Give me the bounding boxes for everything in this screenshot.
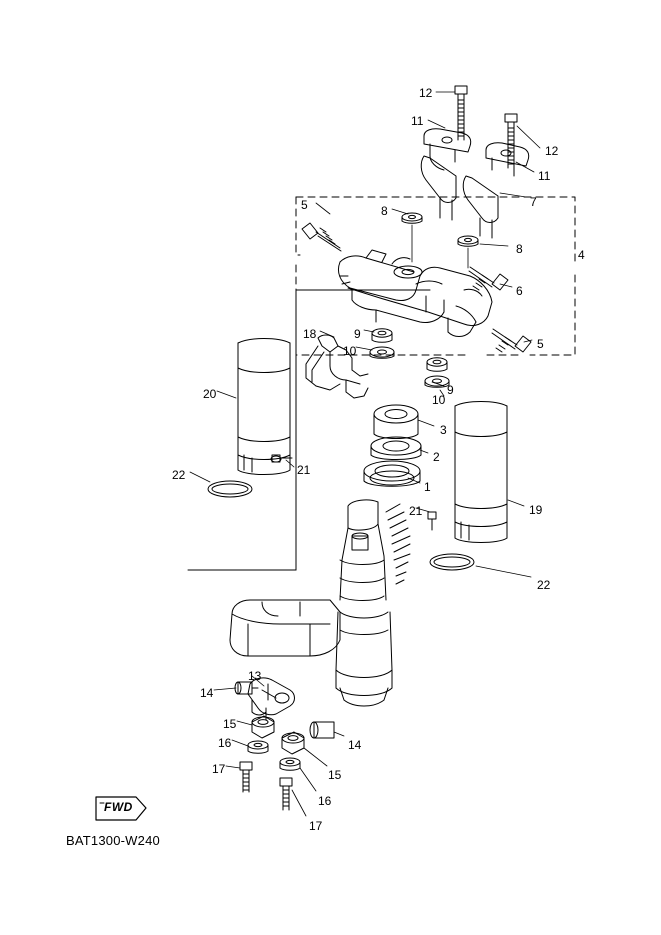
- callout-15: 15: [223, 717, 237, 731]
- callout-18: 18: [303, 327, 317, 341]
- washer-10-right: [425, 376, 449, 387]
- callout-22-right: 22: [537, 578, 551, 592]
- callout-17: 17: [212, 762, 226, 776]
- callout-5-right: 5: [537, 337, 544, 351]
- callout-10-right: 10: [432, 393, 446, 407]
- callout-14: 14: [200, 686, 214, 700]
- nut-9-right: [427, 358, 447, 371]
- steering-lock-13: [248, 678, 295, 720]
- callout-17-right: 17: [309, 819, 323, 833]
- bolt-12-right: [505, 114, 517, 168]
- bush-14-left: [235, 682, 258, 694]
- nut-15-left: [252, 716, 274, 738]
- callout-4: 4: [578, 248, 585, 262]
- washer-8-right: [458, 236, 478, 246]
- callout-7: 7: [530, 195, 537, 209]
- washer-16-left: [248, 741, 268, 753]
- part-code-label: BAT1300-W240: [66, 833, 160, 848]
- nut-9-left: [372, 329, 392, 342]
- callout-1: 1: [424, 480, 431, 494]
- o-ring-22-right: [430, 554, 474, 570]
- callout-9-right: 9: [447, 383, 454, 397]
- callout-15-right: 15: [328, 768, 342, 782]
- washer-16-right: [280, 758, 300, 770]
- nut-15-right: [282, 732, 304, 754]
- bolt-17-left: [240, 762, 252, 792]
- steering-stem-assembly: [336, 500, 410, 706]
- callout-12-right: 12: [545, 144, 559, 158]
- callout-5: 5: [301, 198, 308, 212]
- callout-19: 19: [529, 503, 543, 517]
- bolt-17-right: [280, 778, 292, 810]
- ring-nut-3: [374, 405, 418, 439]
- callout-3: 3: [440, 423, 447, 437]
- ring-2: [371, 437, 421, 460]
- callout-9: 9: [354, 327, 361, 341]
- fork-tube-20: [238, 339, 290, 475]
- callout-6: 6: [516, 284, 523, 298]
- washer-10-left: [370, 347, 394, 358]
- cable-guide-18: [306, 335, 368, 398]
- bush-14-right: [310, 722, 334, 738]
- bolt-21-right: [428, 512, 436, 530]
- handlebar-holder-11-right: [486, 143, 529, 176]
- callout-13: 13: [248, 669, 262, 683]
- callout-2: 2: [433, 450, 440, 464]
- o-ring-22-left: [208, 481, 252, 497]
- bearing-race-1: [364, 461, 420, 486]
- callout-21-right: 21: [409, 504, 423, 518]
- under-bracket: [230, 600, 340, 656]
- leader-lines: [190, 92, 543, 816]
- callout-22: 22: [172, 468, 186, 482]
- callout-16-right: 16: [318, 794, 332, 808]
- callout-8: 8: [381, 204, 388, 218]
- callout-12: 12: [419, 86, 433, 100]
- callout-10: 10: [343, 344, 357, 358]
- steering-crown-bracket: [338, 250, 492, 337]
- group-4-dashed-boundary: [296, 197, 575, 358]
- callout-8-right: 8: [516, 242, 523, 256]
- bolt-5-right: [492, 329, 531, 352]
- bolt-5-left: [302, 223, 341, 251]
- callout-14-right: 14: [348, 738, 362, 752]
- callout-21: 21: [297, 463, 311, 477]
- callout-11: 11: [411, 114, 424, 128]
- fork-tube-19: [455, 402, 507, 543]
- callout-20: 20: [203, 387, 217, 401]
- callout-16: 16: [218, 736, 232, 750]
- callout-11-right: 11: [538, 169, 551, 183]
- washer-8-left: [402, 213, 422, 223]
- fwd-label: FWD: [104, 800, 133, 814]
